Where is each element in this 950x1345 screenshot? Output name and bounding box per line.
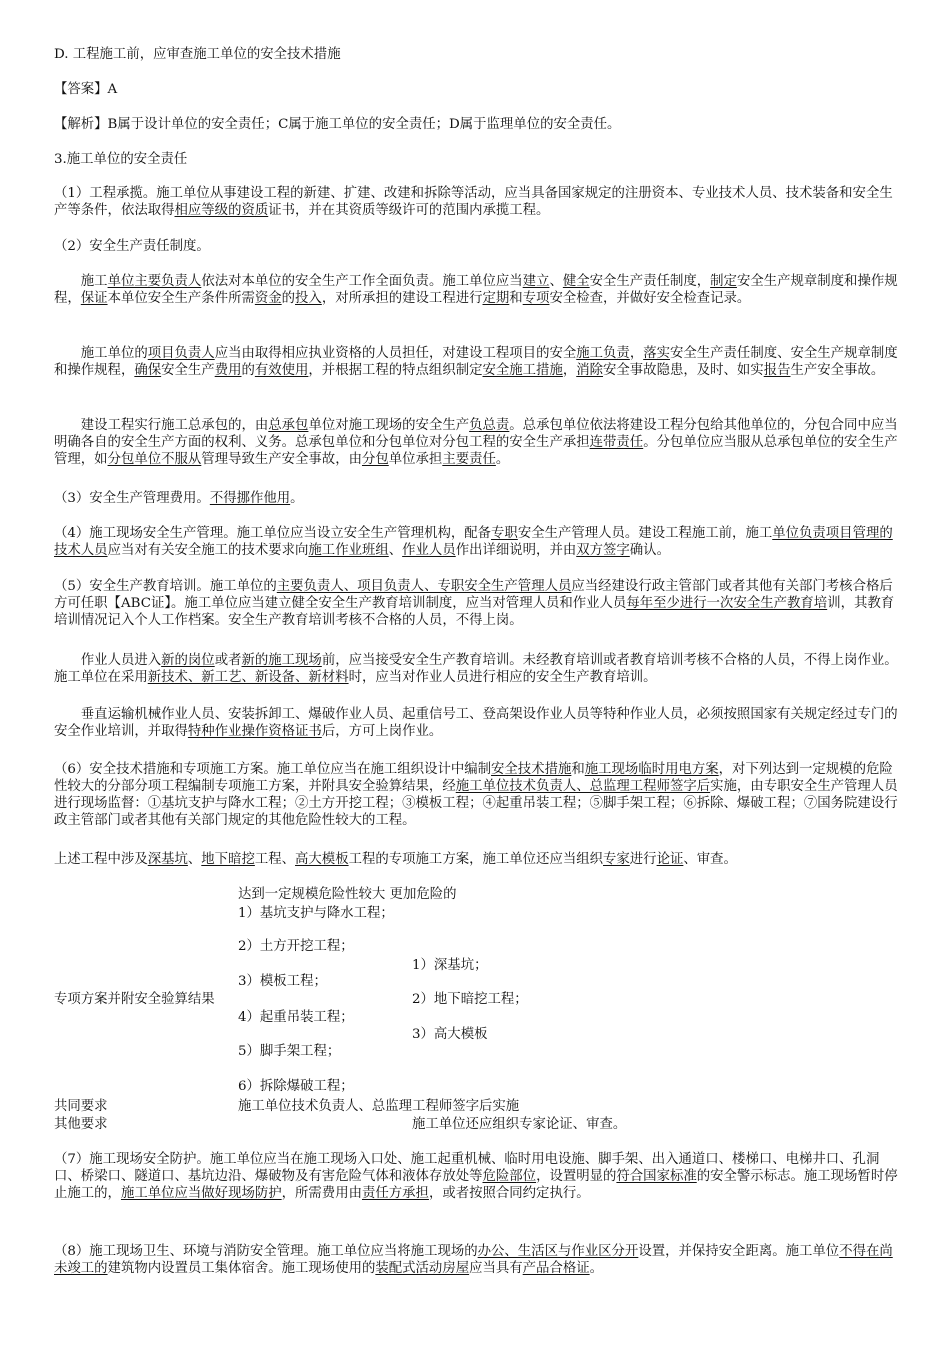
paragraph-6: （3）安全生产管理费用。不得挪作他用。 xyxy=(54,491,304,506)
table-common-value: 施工单位技术负责人、总监理工程师签字后实施 xyxy=(238,1099,520,1114)
table-col1-item: 2）土方开挖工程； xyxy=(238,939,354,954)
paragraph-14: （8）施工现场卫生、环境与消防安全管理。施工单位应当将施工现场的办公、生活区与作业区分开设置，并保持安全距离。施工单位不得在尚未竣工的建筑物内设置员工集体宿舍。施工现场使用的装配式活动房屋应当具有产品合格证。 xyxy=(54,1244,893,1276)
table-col1-item: 5）脚手架工程； xyxy=(238,1044,341,1059)
paragraph-9: 作业人员进入新的岗位或者新的施工现场前，应当接受安全生产教育培训。未经教育培训或者教育培训考核不合格的人员，不得上岗作业。施工单位在采用新技术、新工艺、新设备、新材料时，应当对作业人员进行相应的安全生产教育培训。 xyxy=(54,653,898,685)
answer: 【答案】A xyxy=(54,82,118,97)
table-col2-item: 1）深基坑； xyxy=(412,958,488,973)
paragraph-1: （1）工程承揽。施工单位从事建设工程的新建、扩建、改建和拆除等活动，应当具备国家规定的注册资本、专业技术人员、技术装备和安全生产等条件，依法取得相应等级的资质证书，并在其资质等级许可的范围内承揽工程。 xyxy=(54,186,893,218)
paragraph-10: 垂直运输机械作业人员、安装拆卸工、爆破作业人员、起重信号工、登高架设作业人员等特种作业人员，必须按照国家有关规定经过专门的安全作业培训，并取得特种作业操作资格证书后，方可上岗作业。 xyxy=(54,707,898,739)
paragraph-12: 上述工程中涉及深基坑、地下暗挖工程、高大模板工程的专项施工方案，施工单位还应当组织专家进行论证、审查。 xyxy=(54,852,737,867)
table-col1-item: 4）起重吊装工程； xyxy=(238,1010,354,1025)
table-col1-item: 1）基坑支护与降水工程； xyxy=(238,906,394,921)
table-col1-item: 6）拆除爆破工程； xyxy=(238,1079,354,1094)
paragraph-8: （5）安全生产教育培训。施工单位的主要负责人、项目负责人、专职安全生产管理人员应当经建设行政主管部门或者其他有关部门考核合格后方可任职【ABC证】。施工单位应当建立健全安全生产教育培训制度，应当对管理人员和作业人员每年至少进行一次安全生产教育培训，其教育培训情况记入个人工作档案。安全生产教育培训考核不合格的人员，不得上岗。 xyxy=(54,579,895,628)
table-col2-item: 2）地下暗挖工程； xyxy=(412,992,528,1007)
paragraph-2: （2）安全生产责任制度。 xyxy=(54,239,210,254)
table-other-label: 其他要求 xyxy=(54,1117,108,1132)
paragraph-3: 施工单位主要负责人依法对本单位的安全生产工作全面负责。施工单位应当建立、健全安全生产责任制度，制定安全生产规章制度和操作规程，保证本单位安全生产条件所需资金的投入，对所承担的建设工程进行定期和专项安全检查，并做好安全检查记录。 xyxy=(54,274,898,306)
table-col2-item: 3）高大模板 xyxy=(412,1027,488,1042)
table-common-label: 共同要求 xyxy=(54,1099,108,1114)
paragraph-7: （4）施工现场安全生产管理。施工单位应当设立安全生产管理机构，配备专职安全生产管理人员。建设工程施工前，施工单位负责项目管理的技术人员应当对有关安全施工的技术要求向施工作业班组、作业人员作出详细说明，并由双方签字确认。 xyxy=(54,526,893,558)
paragraph-5: 建设工程实行施工总承包的，由总承包单位对施工现场的安全生产负总责。总承包单位依法将建设工程分包给其他单位的，分包合同中应当明确各自的安全生产方面的权利、义务。总承包单位和分包单位对分包工程的安全生产承担连带责任。分包单位应当服从总承包单位的安全生产管理，如分包单位不服从管理导致生产安全事故，由分包单位承担主要责任。 xyxy=(54,418,898,467)
paragraph-11: （6）安全技术措施和专项施工方案。施工单位应当在施工组织设计中编制安全技术措施和施工现场临时用电方案，对下列达到一定规模的危险性较大的分部分项工程编制专项施工方案，并附具安全验算结果，经施工单位技术负责人、总监理工程师签字后实施，由专职安全生产管理人员进行现场监督：①基坑支护与降水工程；②土方开挖工程；③模板工程；④起重吊装工程；⑤脚手架工程；⑥拆除、爆破工程；⑦国务院建设行政主管部门或者其他有关部门规定的其他危险性较大的工程。 xyxy=(54,762,898,828)
table-row-label: 专项方案并附安全验算结果 xyxy=(54,992,215,1007)
table-header: 达到一定规模危险性较大 更加危险的 xyxy=(238,887,457,902)
option-d: D. 工程施工前，应审查施工单位的安全技术措施 xyxy=(54,47,341,62)
paragraph-4: 施工单位的项目负责人应当由取得相应执业资格的人员担任，对建设工程项目的安全施工负责，落实安全生产责任制度、安全生产规章制度和操作规程，确保安全生产费用的有效使用，并根据工程的特点组织制定安全施工措施，消除安全事故隐患，及时、如实报告生产安全事故。 xyxy=(54,346,898,378)
paragraph-13: （7）施工现场安全防护。施工单位应当在施工现场入口处、施工起重机械、临时用电设施、脚手架、出入通道口、楼梯口、电梯井口、孔洞口、桥梁口、隧道口、基坑边沿、爆破物及有害危险气体和液体存放处等危险部位，设置明显的符合国家标准的安全警示标志。施工现场暂时停止施工的，施工单位应当做好现场防护，所需费用由责任方承担，或者按照合同约定执行。 xyxy=(54,1152,898,1201)
table-col1-item: 3）模板工程； xyxy=(238,974,327,989)
table-other-value: 施工单位还应组织专家论证、审查。 xyxy=(412,1117,627,1132)
analysis: 【解析】B属于设计单位的安全责任；C属于施工单位的安全责任；D属于监理单位的安全责任。 xyxy=(54,117,621,132)
section-title: 3.施工单位的安全责任 xyxy=(54,152,188,167)
